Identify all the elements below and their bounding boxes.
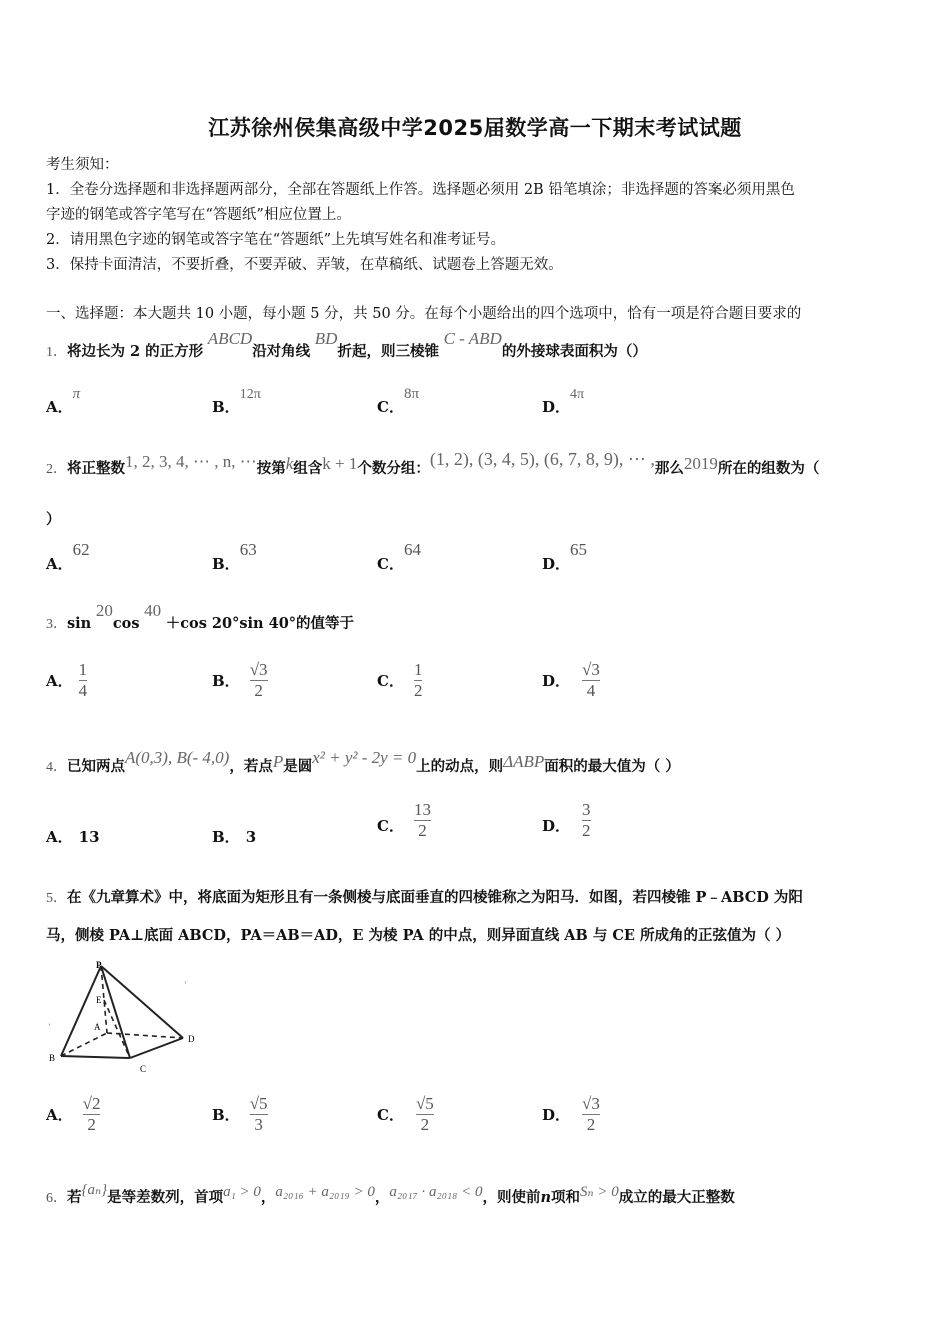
label-e: E xyxy=(96,995,102,1005)
section-heading: 一、选择题：本大题共 10 小题，每小题 5 分，共 50 分。在每个小题给出的四个选项中，恰有一项是符合题目要求的 xyxy=(46,306,802,322)
q2-option-b[interactable]: B．63 xyxy=(212,540,257,573)
label-a: A xyxy=(94,1022,101,1032)
edge-bc xyxy=(61,1056,130,1058)
edge-pb xyxy=(61,966,101,1056)
decor-mark-2: ’ xyxy=(184,980,187,990)
q4-option-b[interactable]: B． 3 xyxy=(212,828,257,846)
q3-option-a[interactable]: A． $\frac{1}{4}$ xyxy=(46,660,88,700)
question-4-stem: 4．已知两点A(0,3), B(- 4,0)，若点P是圆x² + y² - 2y = 0上的动点，则ΔABP面积的最大值为（ ） xyxy=(46,748,680,775)
q2-option-d[interactable]: D．65 xyxy=(542,540,588,573)
q2-option-a[interactable]: A．62 xyxy=(46,540,90,573)
decor-mark: ‛ xyxy=(48,1022,51,1032)
q3-option-b[interactable]: B． $\frac{√3}{2}$ xyxy=(212,660,268,700)
pyramid-figure xyxy=(44,958,214,1078)
q5-option-b[interactable]: B． $\frac{√5}{3}$ xyxy=(212,1094,268,1134)
label-c: C xyxy=(140,1064,147,1074)
notice-heading: 考生须知： xyxy=(46,157,119,173)
q1-option-c[interactable]: C．8π xyxy=(377,386,420,416)
notice-line1b: 字迹的钢笔或答字笔写在“答题纸”相应位置上。 xyxy=(46,207,351,223)
edge-ab-hidden xyxy=(61,1033,107,1056)
page-title: 江苏徐州侯集高级中学2025届数学高一下期末考试试题 xyxy=(208,116,742,140)
q4-option-c[interactable]: C． $\frac{13}{2}$ xyxy=(377,800,431,840)
edge-cd xyxy=(130,1038,183,1058)
question-6-stem: 6．若{aₙ}是等差数列，首项a₁ > 0，a₂₀₁₆ + a₂₀₁₉ > 0，a₂₀₁₇ · a₂₀₁₈ < 0，则使前n项和Sₙ > 0成立的最大正整数 xyxy=(46,1182,735,1206)
label-p: P xyxy=(96,960,102,970)
q3-option-c[interactable]: C． $\frac{1}{2}$ xyxy=(377,660,423,700)
question-2-close: ） xyxy=(46,511,61,528)
notice-line2: 2．请用黑色字迹的钢笔或答字笔在“答题纸”上先填写姓名和准考证号。 xyxy=(46,232,506,248)
q4-option-a[interactable]: A． 13 xyxy=(46,828,100,846)
notice-line3: 3．保持卡面清洁，不要折叠，不要弄破、弄皱，在草稿纸、试题卷上答题无效。 xyxy=(46,257,563,273)
q2-option-c[interactable]: C．64 xyxy=(377,540,421,573)
question-3-stem: 3．sin 20cos 40 ＋cos 20°sin 40°的值等于 xyxy=(46,601,355,632)
question-5-line1: 5．在《九章算术》中，将底面为矩形且有一条侧棱与底面垂直的四棱锥称之为阳马．如图，若四棱锥 P﹣ABCD 为阳 xyxy=(46,889,803,906)
question-5-line2: 马，侧棱 PA⊥底面 ABCD，PA＝AB＝AD，E 为棱 PA 的中点，则异面直线 AB 与 CE 所成角的正弦值为（ ） xyxy=(46,927,791,944)
q1-option-d[interactable]: D．4π xyxy=(542,387,585,416)
q1-option-b[interactable]: B．12π xyxy=(212,387,261,416)
question-1-stem: 1．将边长为 2 的正方形 ABCD沿对角线 BD折起，则三棱锥 C - ABD的外接球表面积为（） xyxy=(46,329,647,360)
label-b: B xyxy=(49,1053,56,1063)
q5-option-d[interactable]: D． $\frac{√3}{2}$ xyxy=(542,1094,600,1134)
q3-option-d[interactable]: D． $\frac{√3}{4}$ xyxy=(542,660,600,700)
notice-line1a: 1．全卷分选择题和非选择题两部分，全部在答题纸上作答。选择题必须用 2B 铅笔填涂；非选择题的答案必须用黑色 xyxy=(46,182,795,198)
segment-ce-hidden xyxy=(104,1000,130,1058)
label-d: D xyxy=(188,1034,195,1044)
question-2-stem: 2．将正整数1, 2, 3, 4, ⋯ , n, ⋯按第k组含k + 1个数分组：(1, 2), (3, 4, 5), (6, 7, 8, 9), ⋯ ,那么2019所在的组数为（ xyxy=(46,449,820,477)
q5-option-c[interactable]: C． $\frac{√5}{2}$ xyxy=(377,1094,434,1134)
q5-option-a[interactable]: A． $\frac{√2}{2}$ xyxy=(46,1094,101,1134)
q1-option-a[interactable]: A．π xyxy=(46,386,81,416)
q4-option-d[interactable]: D． $\frac{3}{2}$ xyxy=(542,800,591,840)
